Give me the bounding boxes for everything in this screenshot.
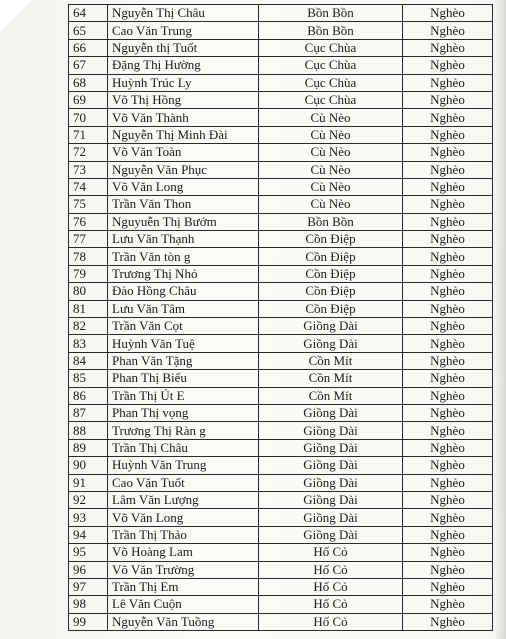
hamlet-name: Giồng Dài: [259, 422, 403, 439]
table-row: [69, 300, 493, 317]
hamlet-name: Cục Chùa: [259, 39, 403, 56]
poverty-status: Nghèo: [403, 265, 493, 282]
row-number: 92: [69, 491, 108, 508]
household-name: Nguyễn Văn Phục: [108, 161, 259, 178]
table-row: [69, 509, 493, 526]
table-row: [69, 335, 493, 352]
folded-corner: [0, 0, 40, 30]
table-row: [69, 491, 493, 508]
poverty-status: Nghèo: [403, 318, 493, 335]
household-name: Võ Văn Long: [108, 509, 259, 526]
poverty-status: Nghèo: [403, 335, 493, 352]
table-row: [69, 213, 493, 230]
row-number: 90: [69, 457, 108, 474]
row-number: 78: [69, 248, 108, 265]
hamlet-name: Cù Nèo: [259, 109, 403, 126]
hamlet-name: Bồn Bồn: [259, 22, 403, 39]
hamlet-name: Cồn Điệp: [259, 300, 403, 317]
household-name: Nguyễn thị Tuốt: [108, 39, 259, 56]
hamlet-name: Cục Chùa: [259, 74, 403, 91]
hamlet-name: Giồng Dài: [259, 491, 403, 508]
poverty-status: Nghèo: [403, 596, 493, 613]
hamlet-name: Cồn Điệp: [259, 265, 403, 282]
poverty-status: Nghèo: [403, 109, 493, 126]
poverty-status: Nghèo: [403, 161, 493, 178]
hamlet-name: Hố Cỏ: [259, 578, 403, 595]
poverty-status: Nghèo: [403, 231, 493, 248]
table-row: [69, 352, 493, 369]
household-name: Đặng Thị Hường: [108, 57, 259, 74]
table-body: [69, 5, 493, 631]
household-name: Trần Văn tòn g: [108, 248, 259, 265]
hamlet-name: Giồng Dài: [259, 335, 403, 352]
poverty-status: Nghèo: [403, 196, 493, 213]
poverty-status: Nghèo: [403, 300, 493, 317]
household-name: Nguyuễn Thị Bướm: [108, 213, 259, 230]
household-name: Võ Văn Long: [108, 178, 259, 195]
hamlet-name: Cù Nèo: [259, 161, 403, 178]
poverty-status: Nghèo: [403, 491, 493, 508]
hamlet-name: Cồn Mít: [259, 387, 403, 404]
table-row: [69, 91, 493, 108]
hamlet-name: Hố Cỏ: [259, 613, 403, 630]
hamlet-name: Cù Nèo: [259, 126, 403, 143]
row-number: 74: [69, 178, 108, 195]
row-number: 82: [69, 318, 108, 335]
poverty-status: Nghèo: [403, 22, 493, 39]
table-row: [69, 474, 493, 491]
household-name: Trương Thị Nhỏ: [108, 265, 259, 282]
table-row: [69, 318, 493, 335]
household-name: Lưu Văn Tâm: [108, 300, 259, 317]
household-name: Trần Thị Thảo: [108, 526, 259, 543]
poverty-status: Nghèo: [403, 213, 493, 230]
hamlet-name: Cồn Mít: [259, 370, 403, 387]
row-number: 84: [69, 352, 108, 369]
table-row: [69, 231, 493, 248]
hamlet-name: Cục Chùa: [259, 57, 403, 74]
household-name: Phan Thị vọng: [108, 404, 259, 421]
poverty-status: Nghèo: [403, 404, 493, 421]
household-name: Huỳnh Văn Tuệ: [108, 335, 259, 352]
household-name: Huỳnh Văn Trung: [108, 457, 259, 474]
household-name: Võ Thị Hồng: [108, 91, 259, 108]
household-name: Lê Văn Cuộn: [108, 596, 259, 613]
household-name: Trần Văn Thon: [108, 196, 259, 213]
row-number: 88: [69, 422, 108, 439]
poverty-status: Nghèo: [403, 422, 493, 439]
poverty-status: Nghèo: [403, 178, 493, 195]
poverty-status: Nghèo: [403, 283, 493, 300]
hamlet-name: Cồn Điệp: [259, 231, 403, 248]
row-number: 98: [69, 596, 108, 613]
row-number: 95: [69, 544, 108, 561]
table-row: [69, 613, 493, 630]
hamlet-name: Cục Chùa: [259, 91, 403, 108]
page-edge-shadow: [494, 0, 506, 639]
table-row: [69, 126, 493, 143]
table-row: [69, 422, 493, 439]
household-name: Cao Văn Tuốt: [108, 474, 259, 491]
table-row: [69, 457, 493, 474]
row-number: 77: [69, 231, 108, 248]
household-name: Nguyễn Thị Minh Đài: [108, 126, 259, 143]
hamlet-name: Cù Nèo: [259, 178, 403, 195]
row-number: 72: [69, 144, 108, 161]
table-row: [69, 39, 493, 56]
row-number: 65: [69, 22, 108, 39]
poverty-status: Nghèo: [403, 248, 493, 265]
table-row: [69, 578, 493, 595]
hamlet-name: Giồng Dài: [259, 526, 403, 543]
hamlet-name: Giồng Dài: [259, 404, 403, 421]
household-name: Trần Văn Cọt: [108, 318, 259, 335]
row-number: 93: [69, 509, 108, 526]
household-name: Trần Thị Út E: [108, 387, 259, 404]
table-row: [69, 5, 493, 22]
poverty-status: Nghèo: [403, 126, 493, 143]
row-number: 64: [69, 5, 108, 22]
poverty-status: Nghèo: [403, 370, 493, 387]
table-row: [69, 178, 493, 195]
table-row: [69, 561, 493, 578]
poverty-status: Nghèo: [403, 387, 493, 404]
poverty-status: Nghèo: [403, 561, 493, 578]
poverty-status: Nghèo: [403, 578, 493, 595]
row-number: 66: [69, 39, 108, 56]
table-row: [69, 57, 493, 74]
poverty-status: Nghèo: [403, 39, 493, 56]
household-name: Phan Văn Tặng: [108, 352, 259, 369]
poverty-status: Nghèo: [403, 474, 493, 491]
poverty-status: Nghèo: [403, 544, 493, 561]
household-name: Võ Văn Trường: [108, 561, 259, 578]
row-number: 80: [69, 283, 108, 300]
household-name: Trần Thị Châu: [108, 439, 259, 456]
row-number: 86: [69, 387, 108, 404]
household-name: Nguyễn Văn Tuồng: [108, 613, 259, 630]
row-number: 94: [69, 526, 108, 543]
household-name: Võ Hoàng Lam: [108, 544, 259, 561]
poverty-status: Nghèo: [403, 74, 493, 91]
row-number: 75: [69, 196, 108, 213]
table-row: [69, 196, 493, 213]
hamlet-name: Cồn Điệp: [259, 248, 403, 265]
table-row: [69, 161, 493, 178]
table-row: [69, 370, 493, 387]
row-number: 79: [69, 265, 108, 282]
poverty-status: Nghèo: [403, 144, 493, 161]
hamlet-name: Cù Nèo: [259, 144, 403, 161]
row-number: 89: [69, 439, 108, 456]
hamlet-name: Hố Cỏ: [259, 561, 403, 578]
household-name: Võ Văn Toàn: [108, 144, 259, 161]
poverty-status: Nghèo: [403, 5, 493, 22]
household-table: [68, 4, 493, 631]
household-name: Lâm Văn Lượng: [108, 491, 259, 508]
table-row: [69, 596, 493, 613]
hamlet-name: Hố Cỏ: [259, 544, 403, 561]
row-number: 76: [69, 213, 108, 230]
hamlet-name: Bồn Bồn: [259, 5, 403, 22]
row-number: 99: [69, 613, 108, 630]
household-name: Huỳnh Trúc Ly: [108, 74, 259, 91]
poverty-status: Nghèo: [403, 352, 493, 369]
household-name: Nguyễn Thị Châu: [108, 5, 259, 22]
poverty-status: Nghèo: [403, 509, 493, 526]
table-row: [69, 109, 493, 126]
household-name: Phan Thị Biểu: [108, 370, 259, 387]
table-row: [69, 144, 493, 161]
row-number: 96: [69, 561, 108, 578]
row-number: 73: [69, 161, 108, 178]
row-number: 85: [69, 370, 108, 387]
row-number: 67: [69, 57, 108, 74]
row-number: 87: [69, 404, 108, 421]
household-name: Trần Thị Em: [108, 578, 259, 595]
household-name: Đào Hồng Châu: [108, 283, 259, 300]
hamlet-name: Hố Cỏ: [259, 596, 403, 613]
table-row: [69, 74, 493, 91]
hamlet-name: Giồng Dài: [259, 509, 403, 526]
poverty-status: Nghèo: [403, 439, 493, 456]
hamlet-name: Giồng Dài: [259, 439, 403, 456]
row-number: 91: [69, 474, 108, 491]
hamlet-name: Giồng Dài: [259, 474, 403, 491]
poverty-status: Nghèo: [403, 613, 493, 630]
table-row: [69, 387, 493, 404]
row-number: 81: [69, 300, 108, 317]
table-row: [69, 404, 493, 421]
hamlet-name: Cù Nèo: [259, 196, 403, 213]
table-row: [69, 248, 493, 265]
hamlet-name: Giồng Dài: [259, 318, 403, 335]
table-row: [69, 22, 493, 39]
row-number: 68: [69, 74, 108, 91]
row-number: 83: [69, 335, 108, 352]
poverty-status: Nghèo: [403, 457, 493, 474]
hamlet-name: Bồn Bồn: [259, 213, 403, 230]
hamlet-name: Cồn Mít: [259, 352, 403, 369]
poverty-status: Nghèo: [403, 526, 493, 543]
poverty-status: Nghèo: [403, 91, 493, 108]
household-name: Lưu Văn Thạnh: [108, 231, 259, 248]
table-row: [69, 283, 493, 300]
household-name: Võ Văn Thành: [108, 109, 259, 126]
row-number: 69: [69, 91, 108, 108]
poverty-status: Nghèo: [403, 57, 493, 74]
table-row: [69, 265, 493, 282]
table-row: [69, 544, 493, 561]
hamlet-name: Giồng Dài: [259, 457, 403, 474]
household-name: Trương Thị Ràn g: [108, 422, 259, 439]
hamlet-name: Cồn Điệp: [259, 283, 403, 300]
row-number: 70: [69, 109, 108, 126]
household-name: Cao Văn Trung: [108, 22, 259, 39]
table-row: [69, 439, 493, 456]
row-number: 71: [69, 126, 108, 143]
row-number: 97: [69, 578, 108, 595]
table-row: [69, 526, 493, 543]
